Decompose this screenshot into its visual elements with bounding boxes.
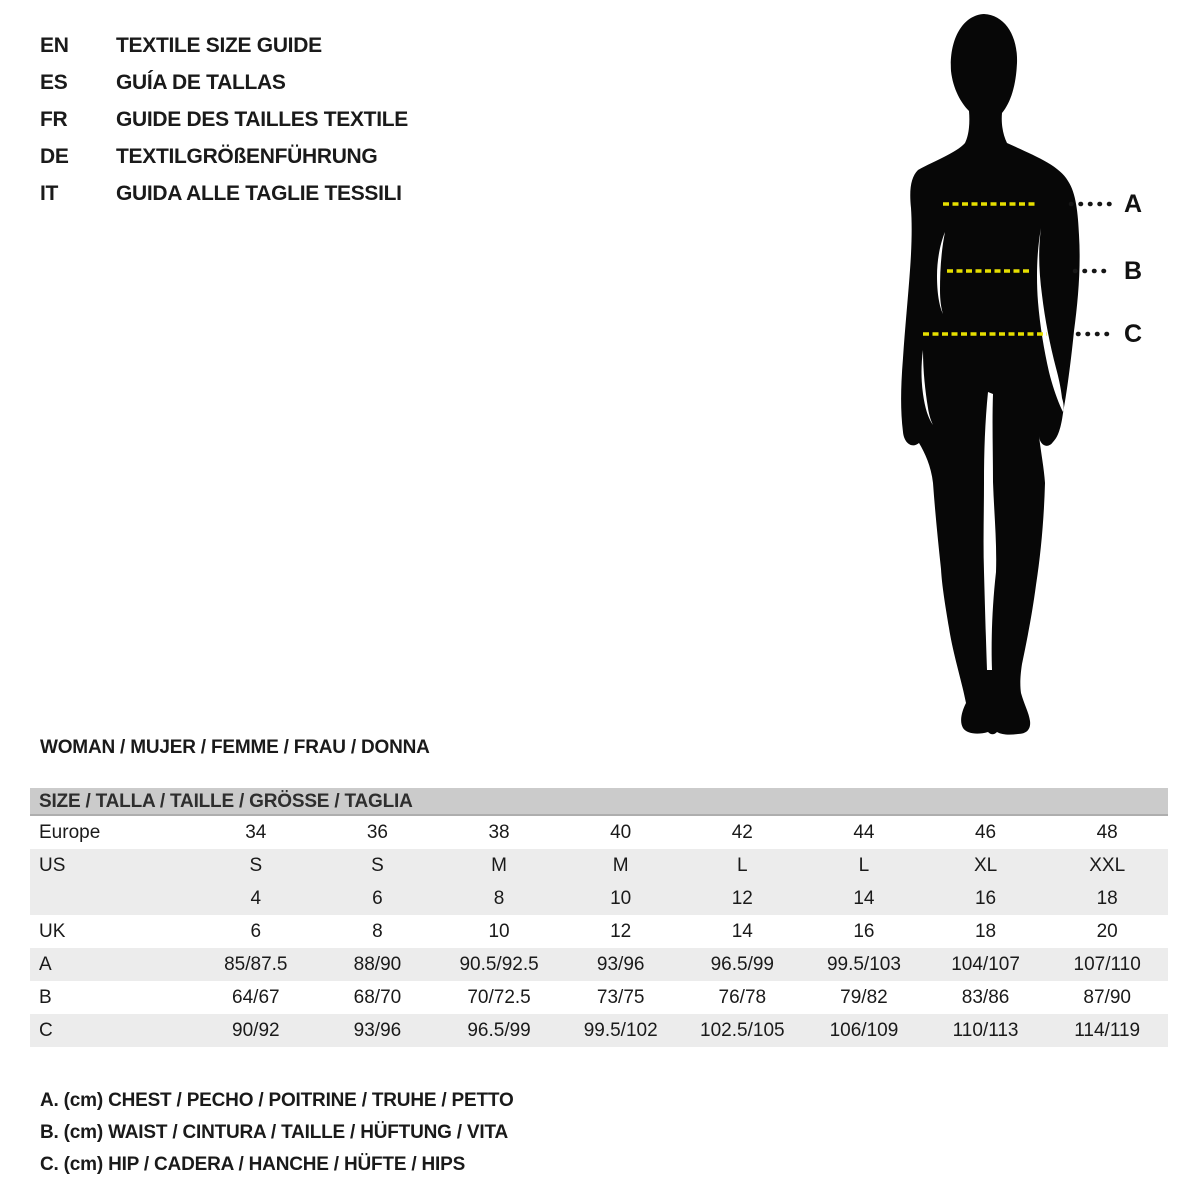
size-cell: 83/86 xyxy=(961,987,1010,1008)
size-cell: 104/107 xyxy=(951,954,1020,975)
size-cell: 42 xyxy=(731,822,753,843)
size-cell: M xyxy=(491,855,507,876)
table-row xyxy=(30,849,1168,882)
size-cell: 8 xyxy=(372,921,383,942)
language-code: ES xyxy=(40,71,68,94)
size-cell: 14 xyxy=(853,888,875,909)
size-cell: 76/78 xyxy=(718,987,767,1008)
language-row xyxy=(40,64,408,101)
language-title: GUIDE DES TAILLES TEXTILE xyxy=(116,108,408,131)
size-cell: S xyxy=(371,855,384,876)
language-code: DE xyxy=(40,145,69,168)
size-cell: 64/67 xyxy=(232,987,280,1008)
row-label: B xyxy=(39,987,52,1008)
size-cell: 96.5/99 xyxy=(467,1020,531,1041)
language-row xyxy=(40,138,408,175)
size-cell: L xyxy=(737,855,748,876)
measure-legend xyxy=(40,1085,514,1181)
size-cell: 90/92 xyxy=(232,1020,280,1041)
size-cell: 99.5/103 xyxy=(826,954,901,975)
size-cell: 20 xyxy=(1096,921,1118,942)
size-cell: 110/113 xyxy=(952,1020,1019,1041)
size-cell: 93/96 xyxy=(596,954,645,975)
size-cell: 106/109 xyxy=(829,1020,899,1041)
language-code: FR xyxy=(40,108,68,131)
size-cell: M xyxy=(612,855,629,876)
table-row xyxy=(30,816,1168,849)
size-cell: 87/90 xyxy=(1083,987,1131,1008)
language-title: GUIDA ALLE TAGLIE TESSILI xyxy=(116,182,402,205)
woman-silhouette-figure xyxy=(865,12,1115,742)
size-cell: 107/110 xyxy=(1073,954,1141,975)
language-title: TEXTILE SIZE GUIDE xyxy=(116,34,322,57)
legend-line: A. (cm) CHEST / PECHO / POITRINE / TRUHE / PETTO xyxy=(40,1090,514,1111)
size-cell: 18 xyxy=(1096,888,1118,909)
language-title-list xyxy=(40,27,408,212)
size-cell: 99.5/102 xyxy=(583,1020,658,1041)
row-label: C xyxy=(39,1020,53,1041)
size-cell: XXL xyxy=(1089,855,1126,876)
language-title: TEXTILGRÖßENFÜHRUNG xyxy=(116,145,378,168)
size-cell: 34 xyxy=(245,822,267,843)
table-row xyxy=(30,948,1168,981)
size-cell: S xyxy=(249,855,263,876)
measure-label-a: A xyxy=(1124,190,1143,218)
size-cell: 16 xyxy=(853,921,875,942)
size-cell: 6 xyxy=(372,888,383,909)
legend-line: C. (cm) HIP / CADERA / HANCHE / HÜFTE / HIPS xyxy=(40,1154,466,1175)
size-cell: 38 xyxy=(488,822,510,843)
figure-area xyxy=(865,12,1115,742)
size-cell: 102.5/105 xyxy=(700,1020,785,1041)
size-cell: 70/72.5 xyxy=(467,987,531,1008)
size-cell: 12 xyxy=(610,921,632,942)
row-label: A xyxy=(39,954,52,975)
size-cell: 90.5/92.5 xyxy=(459,954,539,975)
measure-label-b: B xyxy=(1124,257,1143,285)
language-row xyxy=(40,101,408,138)
size-table xyxy=(30,788,1168,1047)
table-row xyxy=(30,915,1168,948)
language-code: IT xyxy=(40,182,59,205)
size-cell: 44 xyxy=(853,822,875,843)
table-row xyxy=(30,981,1168,1014)
language-title: GUÍA DE TALLAS xyxy=(116,71,286,94)
measure-label-c: C xyxy=(1124,320,1143,348)
row-label xyxy=(30,882,195,915)
size-cell: 10 xyxy=(610,888,632,909)
size-cell: 46 xyxy=(974,822,997,843)
size-cell: 68/70 xyxy=(353,987,402,1008)
size-cell: 36 xyxy=(366,822,388,843)
size-cell: 79/82 xyxy=(840,987,888,1008)
size-cell: L xyxy=(858,855,870,876)
row-label: Europe xyxy=(39,822,101,843)
size-cell: 85/87.5 xyxy=(224,954,288,975)
size-cell: 8 xyxy=(493,888,505,909)
size-cell: XL xyxy=(973,855,998,876)
legend-line: B. (cm) WAIST / CINTURA / TAILLE / HÜFTUNG / VITA xyxy=(40,1122,508,1143)
size-cell: 48 xyxy=(1096,822,1118,843)
gender-title: WOMAN / MUJER / FEMME / FRAU / DONNA xyxy=(40,737,430,758)
language-row xyxy=(40,175,408,212)
size-cell: 88/90 xyxy=(353,954,402,975)
row-label: US xyxy=(39,855,66,876)
size-cell: 114/119 xyxy=(1074,1020,1141,1041)
size-cell: 4 xyxy=(250,888,262,909)
size-cell: 18 xyxy=(974,921,997,942)
row-label: UK xyxy=(39,921,66,942)
size-cell: 93/96 xyxy=(353,1020,402,1041)
table-row xyxy=(30,1014,1168,1047)
size-cell: 73/75 xyxy=(596,987,645,1008)
size-cell: 96.5/99 xyxy=(710,954,775,975)
size-cell: 14 xyxy=(731,921,753,942)
size-cell: 16 xyxy=(974,888,997,909)
size-cell: 12 xyxy=(731,888,753,909)
language-code: EN xyxy=(40,34,69,57)
size-cell: 10 xyxy=(488,921,510,942)
size-cell: 6 xyxy=(250,921,262,942)
language-row xyxy=(40,27,408,64)
table-row xyxy=(30,882,1168,915)
table-header: SIZE / TALLA / TAILLE / GRÖSSE / TAGLIA xyxy=(30,788,1168,816)
size-cell: 40 xyxy=(610,822,632,843)
